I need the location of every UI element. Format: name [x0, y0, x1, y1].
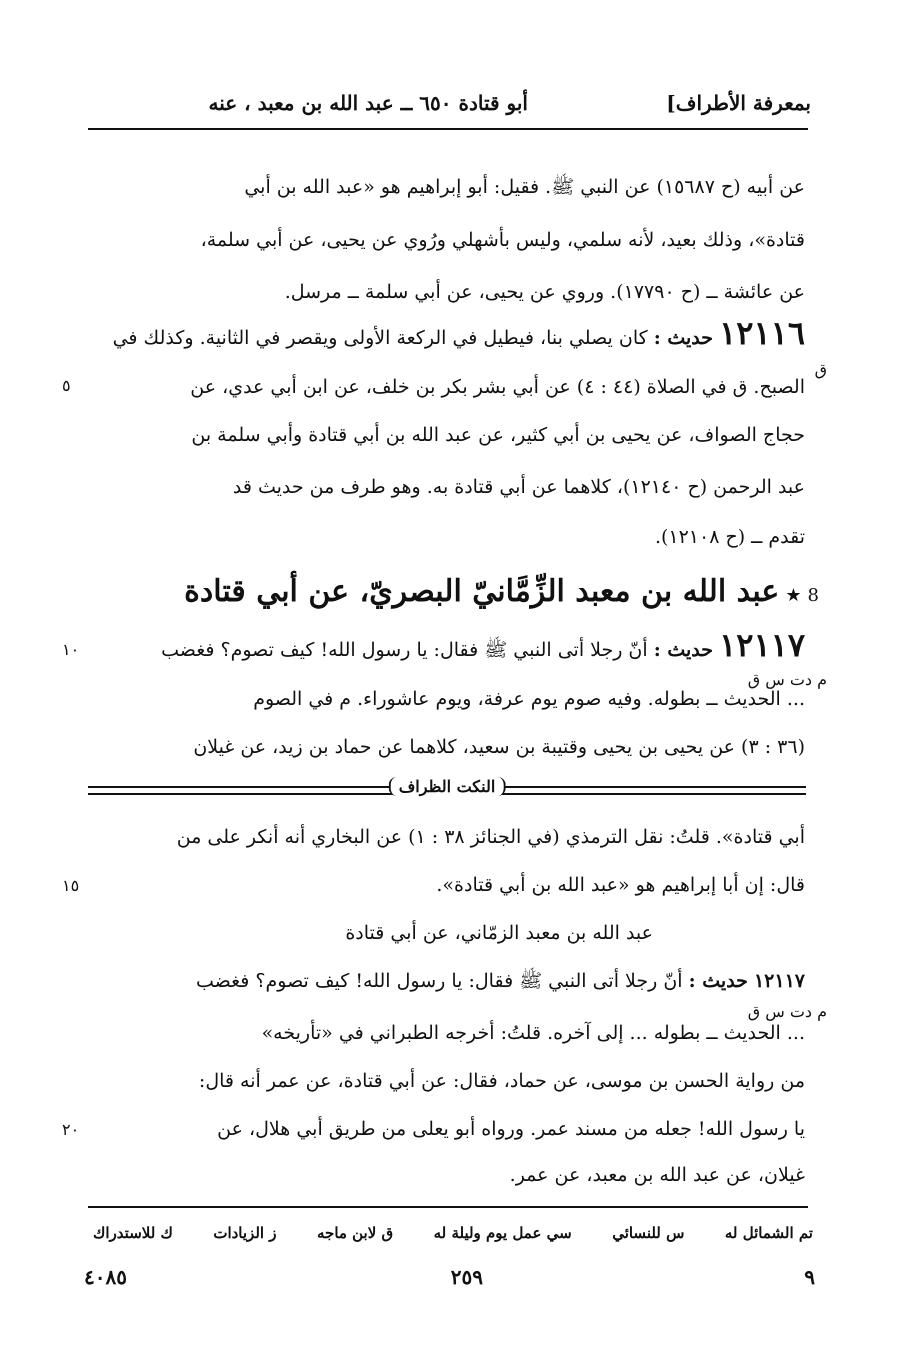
chapter-title: عبد الله بن معبد الزِّمَّانيّ البصريّ، عن أبي قتادة [184, 574, 780, 609]
margin-sigla: ق [814, 360, 827, 379]
margin-line-number: ١٥ [62, 876, 80, 895]
nukat-divider [88, 777, 806, 800]
margin-line-number: ٥ [62, 376, 71, 395]
hadith-line: غيلان، عن عبد الله بن معبد، عن عمر. [509, 1164, 805, 1186]
margin-sigla: م دت س ق [747, 1002, 827, 1021]
hadith-text: كان يصلي بنا، فيطيل في الركعة الأولى ويقصر في الثانية. وكذلك في [112, 327, 648, 349]
margin-sigla: م دت س ق [747, 670, 827, 689]
body-line: عن عائشة ــ (ح ١٧٧٩٠). وروي عن يحيى، عن أبي سلمة ــ مرسل. [284, 281, 805, 303]
hadith-line: (٣٦ : ٣) عن يحيى بن يحيى وقتيبة بن سعيد، كلاهما عن حماد بن زيد، عن غيلان [193, 736, 805, 758]
hadith-line: تقدم ــ (ح ١٢١٠٨). [654, 526, 805, 548]
hadith-number: ١٢١١٦ [719, 314, 805, 352]
nukat-line: قال: إن أبا إبراهيم هو «عبد الله بن أبي قتادة». [436, 874, 805, 896]
chapter-heading [184, 572, 819, 616]
hadith-label: حديث : [653, 327, 714, 349]
page-number: ٢٥٩ [450, 1265, 483, 1289]
hadith-line: ... الحديث ــ بطوله ... إلى آخره. قلتُ: أخرجه الطبراني في «تأريخه» [261, 1022, 805, 1044]
abbreviation-legend [93, 1218, 813, 1248]
legend-item: ز الزيادات [213, 1224, 277, 1242]
hadith-label: حديث : [688, 970, 748, 992]
hadith-number: ١٢١١٧ [753, 970, 805, 992]
legend-item: ق لابن ماجه [317, 1224, 394, 1242]
body-line: قتادة»، وذلك بعيد، لأنه سلمي، وليس بأشهلي ورُوي عن يحيى، عن أبي سلمة، [200, 229, 805, 251]
hadith-line: من رواية الحسن بن موسى، عن حماد، فقال: عن أبي قتادة، عن عمر أنه قال: [198, 1070, 805, 1092]
hadith-line: ... الحديث ــ بطوله. وفيه صوم يوم عرفة، ويوم عاشوراء. م في الصوم [253, 688, 805, 710]
hadith-label: حديث : [653, 639, 714, 661]
legend-item: س للنسائي [612, 1224, 685, 1242]
margin-line-number: ١٠ [62, 640, 80, 659]
hadith-line: الصبح. ق في الصلاة (٤٤ : ٤) عن أبي بشر بكر بن خلف، عن ابن أبي عدي، عن [190, 376, 805, 398]
margin-line-number: ٢٠ [62, 1120, 80, 1139]
star-icon: ★ [785, 585, 802, 606]
hadith-entry-12117 [161, 626, 805, 665]
hadith-line: يا رسول الله! جعله من مسند عمر. ورواه أبو يعلى من طريق أبي هلال، عن [217, 1118, 805, 1140]
header-center: أبو قتادة ٦٥٠ ــ عبد الله بن معبد ، عنه [208, 91, 528, 115]
header-rule [88, 128, 808, 130]
hadith-line: حجاج الصواف، عن يحيى بن أبي كثير، عن عبد الله بن أبي قتادة وأبي سلمة بن [191, 424, 805, 446]
sub-heading: عبد الله بن معبد الزمّاني، عن أبي قتادة [345, 922, 653, 944]
footnote-rule [88, 1206, 808, 1208]
hadith-number: ١٢١١٧ [719, 626, 805, 664]
legend-item: ك للاستدراك [93, 1224, 173, 1242]
body-line: عن أبيه (ح ١٥٦٨٧) عن النبي ﷺ. فقيل: أبو إبراهيم هو «عبد الله بن أبي [244, 176, 805, 198]
footer-signature: ٩ [804, 1265, 815, 1289]
footer-running-number: ٤٠٨٥ [84, 1265, 127, 1289]
legend-item: سي عمل يوم وليلة له [433, 1224, 572, 1242]
hadith-entry-12117-nukat [196, 966, 805, 996]
hadith-line: عبد الرحمن (ح ١٢١٤٠)، كلاهما عن أبي قتادة به. وهو طرف من حديث قد [232, 476, 805, 498]
divider-label: النكت الظراف [389, 777, 506, 796]
chapter-marker: 8 [807, 585, 819, 606]
hadith-text: أنّ رجلا أتى النبي ﷺ فقال: يا رسول الله! كيف تصوم؟ فغضب [196, 970, 683, 992]
header-right: بمعرفة الأطراف] [666, 91, 811, 115]
nukat-line: أبي قتادة». قلتُ: نقل الترمذي (في الجنائز ٣٨ : ١) عن البخاري أنه أنكر على من [176, 826, 805, 848]
hadith-entry-12116 [112, 314, 805, 353]
hadith-text: أنّ رجلا أتى النبي ﷺ فقال: يا رسول الله! كيف تصوم؟ فغضب [161, 639, 648, 661]
legend-item: تم الشمائل له [724, 1224, 813, 1242]
